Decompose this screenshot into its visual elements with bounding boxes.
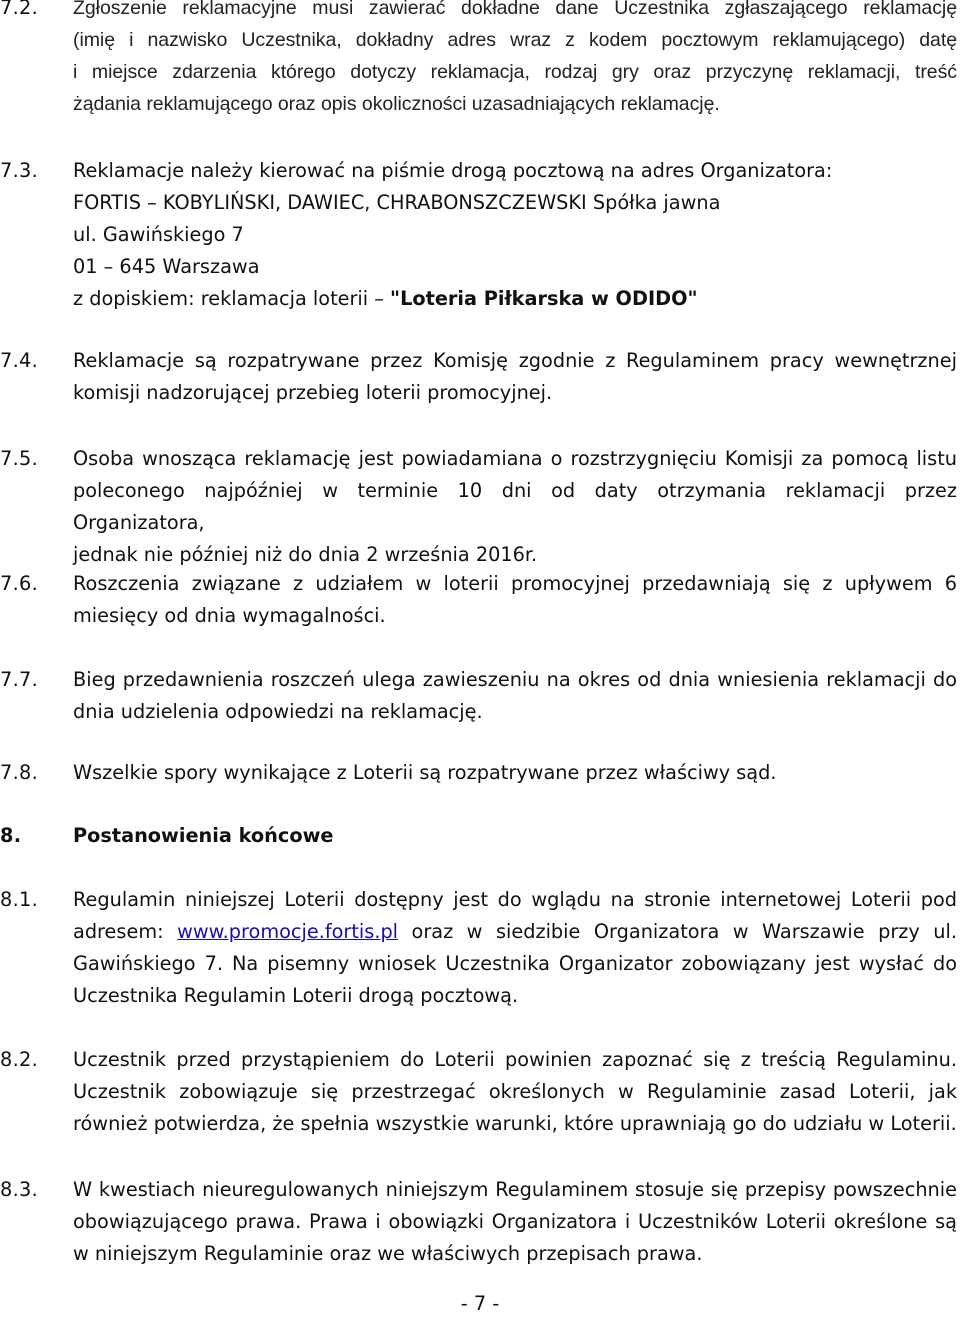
text-line: w niniejszym Regulaminie oraz we właściwych przepisach prawa.: [73, 1242, 703, 1265]
section-number: 8.2.: [0, 1048, 38, 1071]
text-line: obowiązującego prawa. Prawa i obowiązki Organizatora i Uczestników Loterii określone są: [73, 1210, 957, 1233]
section-text: [73, 568, 957, 632]
text-line: (imię i nazwisko Uczestnika, dokładny adres wraz z kodem pocztowym reklamującego) datę: [73, 29, 957, 51]
text-line: miesięcy od dnia wymagalności.: [73, 604, 386, 627]
section-number: 8.: [0, 824, 22, 847]
text-line: i miejsce zdarzenia którego dotyczy reklamacja, rodzaj gry oraz przyczynę reklamacji, treść: [73, 61, 957, 83]
text-line: Osoba wnosząca reklamację jest powiadamiana o rozstrzygnięciu Komisji za pomocą listu: [73, 447, 957, 470]
section-text: [73, 443, 957, 571]
section-text: [73, 1174, 957, 1270]
text-line: Reklamacje należy kierować na piśmie drogą pocztową na adres Organizatora:: [73, 159, 833, 182]
website-link[interactable]: www.promocje.fortis.pl: [177, 920, 399, 943]
text-line: [73, 283, 957, 315]
text-line: Roszczenia związane z udziałem w loterii promocyjnej przedawniają się z upływem 6: [73, 572, 957, 595]
section-number: 7.4.: [0, 349, 38, 372]
text-line: jednak nie później niż do dnia 2 września 2016r.: [73, 543, 538, 566]
lottery-name: "Loteria Piłkarska w ODIDO": [390, 287, 698, 310]
text-line: W kwestiach nieuregulowanych niniejszym Regulaminem stosuje się przepisy powszechnie: [73, 1178, 957, 1201]
text-line: Uczestnik zobowiązuje się przestrzegać określonych w Regulaminie zasad Loterii, jak: [73, 1080, 957, 1103]
text-line: Bieg przedawnienia roszczeń ulega zawieszeniu na okres od dnia wniesienia reklamacji do: [73, 668, 957, 691]
section-number: 7.8.: [0, 761, 38, 784]
section-text: [73, 0, 957, 120]
text-fragment: adresem:: [73, 920, 178, 943]
section-number: 8.3.: [0, 1178, 38, 1201]
section-text: [73, 1044, 957, 1140]
text-line: [73, 916, 957, 948]
text-line: Uczestnik przed przystąpieniem do Loterii powinien zapoznać się z treścią Regulaminu.: [73, 1048, 957, 1071]
page-number: - 7 -: [460, 1292, 500, 1315]
section-text: [73, 757, 957, 789]
company-name: FORTIS – KOBYLIŃSKI, DAWIEC, CHRABONSZCZEWSKI Spółka jawna: [73, 191, 721, 214]
section-heading: [73, 820, 957, 852]
text-line: Wszelkie spory wynikające z Loterii są rozpatrywane przez właściwy sąd.: [73, 761, 777, 784]
section-text: [73, 664, 957, 728]
section-number: 7.5.: [0, 447, 38, 470]
text-line: Gawińskiego 7. Na pisemny wniosek Uczestnika Organizator zobowiązany jest wysłać do: [73, 952, 957, 975]
text-line: również potwierdza, że spełnia wszystkie warunki, które uprawniają go do udziału w Loterii.: [73, 1112, 957, 1135]
section-number: 7.2.: [0, 0, 38, 19]
section-text: [73, 345, 957, 409]
street-address: ul. Gawińskiego 7: [73, 223, 244, 246]
text-line: poleconego najpóźniej w terminie 10 dni od daty otrzymania reklamacji przez Organizatora,: [73, 479, 957, 534]
text-line: dnia udzielenia odpowiedzi na reklamację.: [73, 700, 483, 723]
section-title: Postanowienia końcowe: [73, 824, 334, 847]
text-line: żądania reklamującego oraz opis okoliczności uzasadniających reklamację.: [73, 93, 720, 115]
text-line: Reklamacje są rozpatrywane przez Komisję zgodnie z Regulaminem pracy wewnętrznej: [73, 349, 957, 372]
text-line: Zgłoszenie reklamacyjne musi zawierać dokładne dane Uczestnika zgłaszającego reklamację: [73, 0, 957, 19]
text-line: Uczestnika Regulamin Loterii drogą pocztową.: [73, 984, 519, 1007]
section-text: [73, 155, 957, 315]
section-number: 7.7.: [0, 668, 38, 691]
postal-city: 01 – 645 Warszawa: [73, 255, 260, 278]
text-fragment: oraz w siedzibie Organizatora w Warszawie przy ul.: [398, 920, 957, 943]
text-line: Regulamin niniejszej Loterii dostępny jest do wglądu na stronie internetowej Loterii pod: [73, 888, 957, 911]
annotation-prefix: z dopiskiem: reklamacja loterii –: [73, 287, 391, 310]
section-number: 7.6.: [0, 572, 38, 595]
text-line: komisji nadzorującej przebieg loterii promocyjnej.: [73, 381, 553, 404]
section-text: [73, 884, 957, 1012]
section-number: 7.3.: [0, 159, 38, 182]
section-number: 8.1.: [0, 888, 38, 911]
